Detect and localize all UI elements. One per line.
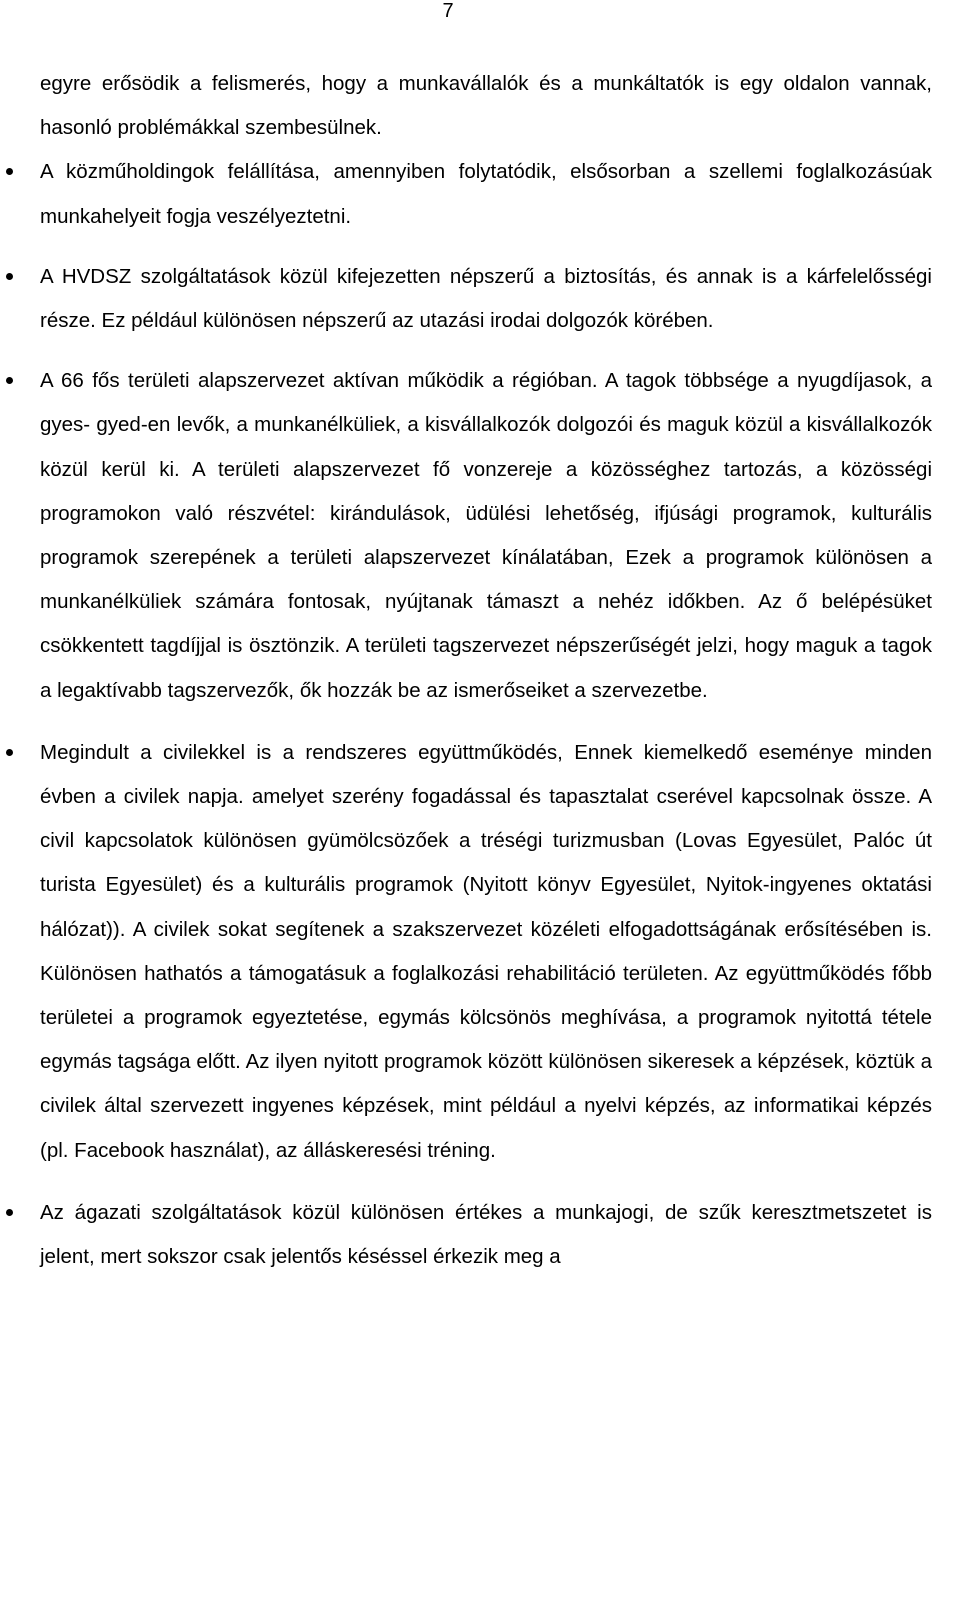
bullet-list — [40, 150, 932, 1279]
bullet-text: Megindult a civilekkel is a rendszeres együttműködés, Ennek kiemelkedő eseménye minden évben a civilek napja. amelyet szerény fogadással és tapasztalat cserével kapcsolnak össze. A civil kapcsolatok különösen gyümölcsözőek a tréségi turizmusban (Lovas Egyesület, Palóc út turista Egyesület) és a kulturális programok (Nyitott könyv Egyesület, Nyitok-ingyenes oktatási hálózat)). A civilek sokat segítenek a szakszervezet közéleti elfogadottságának erősítésében is. Különösen hathatós a támogatásuk a foglalkozási rehabilitáció területen. Az együttműködés főbb területei a programok egyeztetése, egymás kölcsönös meghívása, a programok nyitottá tétele egymás tagsága előtt. Az ilyen nyitott programok között különösen sikeresek a képzések, köztük a civilek által szervezett ingyenes képzések, mint például a nyelvi képzés, az informatikai képzés (pl. Facebook használat), az álláskeresési tréning. — [40, 740, 932, 1162]
bullet-dot-icon — [6, 749, 13, 756]
page-number: 7 — [442, 0, 454, 22]
bullet-item-sector-services — [40, 1191, 932, 1279]
bullet-dot-icon — [6, 377, 13, 384]
bullet-dot-icon — [6, 273, 13, 280]
bullet-dot-icon — [6, 1209, 13, 1216]
bullet-text: Az ágazati szolgáltatások közül különösen értékes a munkajogi, de szűk keresztmetszetet is jelent, mert sokszor csak jelentős késéssel érkezik meg a — [40, 1200, 932, 1269]
bullet-text: A 66 fős területi alapszervezet aktívan működik a régióban. A tagok többsége a nyugdíjasok, a gyes- gyed-en levők, a munkanélküliek, a kisvállalkozók dolgozói és maguk közül a kisvállalkozók közül kerül ki. A területi alapszervezet fő vonzereje a közösséghez tartozás, a közösségi programokon való részvétel: kirándulások, üdülési lehetőség, ifjúsági programok, kulturális programok szerepének a területi alapszervezet kínálatában, Ezek a programok különösen a munkanélküliek számára fontosak, nyújtanak támaszt a nehéz időkben. Az ő belépésüket csökkentett tagdíjjal is ösztönzik. A területi tagszervezet népszerűségét jelzi, hogy maguk a tagok a legaktívabb tagszervezők, ők hozzák be az ismerőseiket a szervezetbe. — [40, 369, 932, 702]
document-body — [40, 62, 932, 1279]
bullet-item-utilities — [40, 150, 932, 238]
intro-paragraph: egyre erősödik a felismerés, hogy a munkavállalók és a munkáltatók is egy oldalon vannak, hasonló problémákkal szembesülnek. — [40, 72, 932, 140]
bullet-text: A HVDSZ szolgáltatások közül kifejezetten népszerű a biztosítás, és annak is a kárfelelősségi része. Ez például különösen népszerű az utazási irodai dolgozók körében. — [40, 264, 932, 333]
bullet-item-civil-cooperation — [40, 731, 932, 1173]
bullet-dot-icon — [6, 168, 13, 175]
bullet-item-regional-organization — [40, 359, 932, 713]
bullet-item-insurance — [40, 255, 932, 343]
bullet-text: A közműholdingok felállítása, amennyiben folytatódik, elsősorban a szellemi foglalkozásúak munkahelyeit fogja veszélyeztetni. — [40, 160, 932, 228]
